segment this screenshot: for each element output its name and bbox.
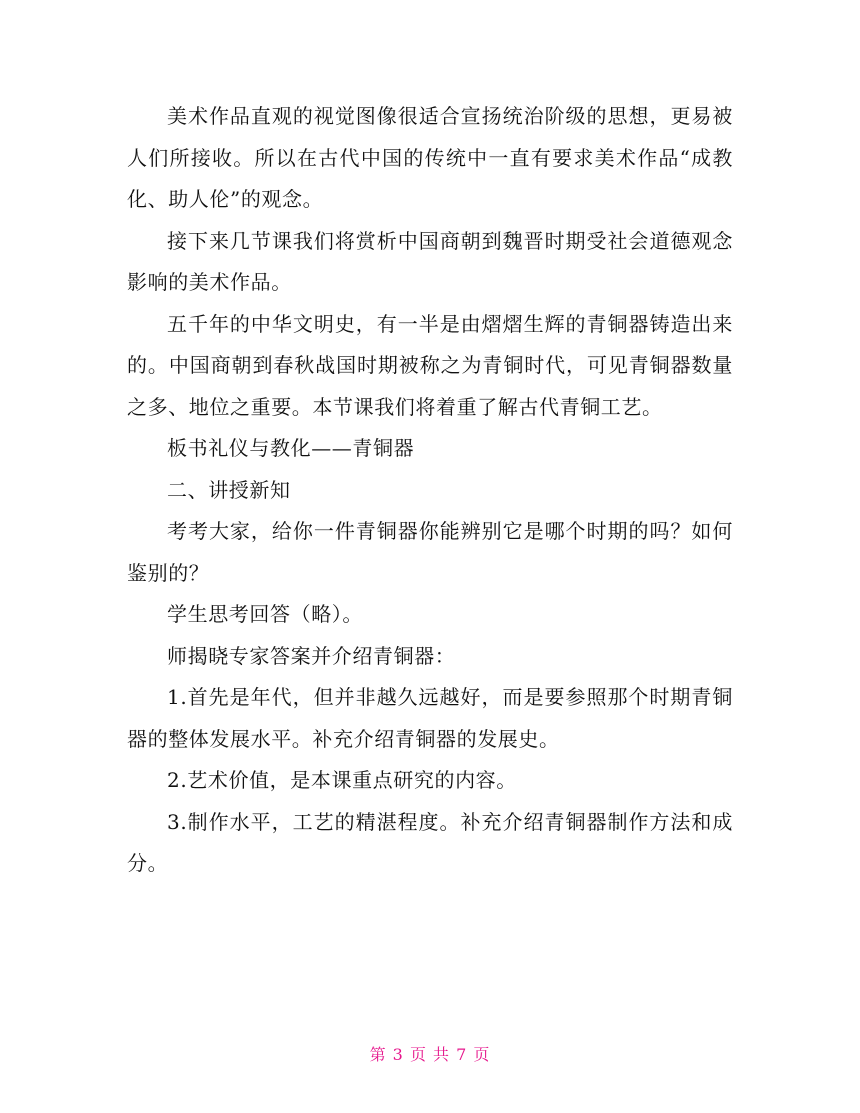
list-item: 3.制作水平，工艺的精湛程度。补充介绍青铜器制作方法和成分。 bbox=[127, 809, 733, 875]
document-body bbox=[127, 96, 733, 885]
paragraph: 五千年的中华文明史，有一半是由熠熠生辉的青铜器铸造出来的。中国商朝到春秋战国时期被称之为青铜时代，可见青铜器数量之多、地位之重要。本节课我们将着重了解古代青铜工艺。 bbox=[127, 311, 733, 419]
paragraph: 学生思考回答（略）。 bbox=[167, 602, 363, 626]
paragraph: 美术作品直观的视觉图像很适合宣扬统治阶级的思想，更易被人们所接收。所以在古代中国的传统中一直有要求美术作品“成教化、助人伦”的观念。 bbox=[127, 104, 733, 211]
paragraph: 接下来几节课我们将赏析中国商朝到魏晋时期受社会道德观念影响的美术作品。 bbox=[127, 228, 733, 294]
board-note: 板书礼仪与教化——青铜器 bbox=[167, 436, 415, 460]
list-item: 1.首先是年代，但并非越久远越好，而是要参照那个时期青铜器的整体发展水平。补充介绍青铜器的发展史。 bbox=[127, 685, 733, 751]
section-heading: 二、讲授新知 bbox=[167, 477, 291, 502]
paragraph: 考考大家，给你一件青铜器你能辨别它是哪个时期的吗？如何鉴别的？ bbox=[127, 519, 733, 585]
list-item: 2.艺术价值，是本课重点研究的内容。 bbox=[167, 768, 517, 792]
page-number-footer: 第 3 页 共 7 页 bbox=[369, 1045, 491, 1064]
paragraph: 师揭晓专家答案并介绍青铜器： bbox=[167, 643, 456, 668]
